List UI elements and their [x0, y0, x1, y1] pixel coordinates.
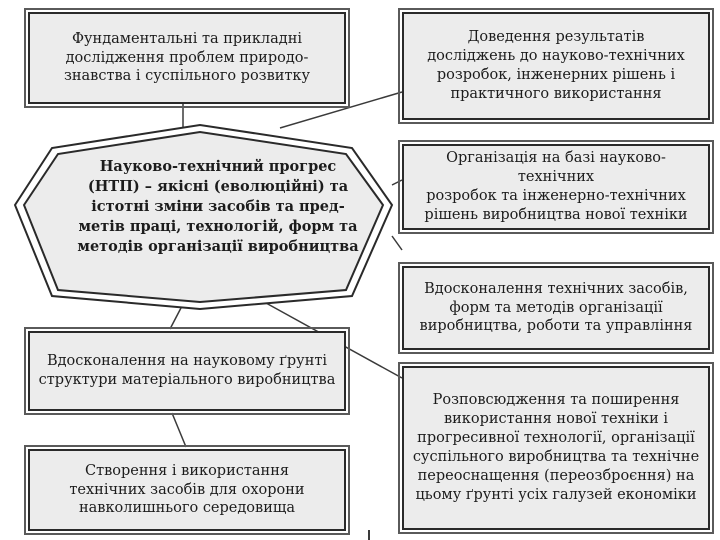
central-concept-text: Науково-технічний прогрес (НТП) – якісні (еволюційні) та істотні зміни засобів та пред- метів праці, технологій, форм та методів організації виробництва [77, 158, 359, 255]
connector-line [392, 180, 402, 185]
box-improve-technical-means-text: Вдосконалення технічних засобів, форм та методів організації виробництва, роботи та управління [419, 280, 693, 335]
box-improve-technical-means [402, 266, 710, 350]
box-spread-new-technology-text: Розповсюдження та поширення використання нової техніки і прогресивної технології, організації суспільного виробництва та технічне переоснащення (переозброєння) на цьому ґрунті усіх галузей економіки [412, 392, 700, 503]
box-environment-protection [28, 449, 346, 531]
box-fundamental-research-text: Фундаментальні та прикладні дослідження проблем природо- знавства і суспільного розвитку [63, 30, 311, 85]
box-improve-production-structure-text: Вдосконалення на науковому ґрунті структури матеріального виробництва [38, 353, 336, 388]
connector-line [170, 306, 182, 329]
box-new-technology-production-text: Організація на базі науково-технічних розробок та інженерно-технічних рішень виробництва нової техніки [424, 150, 688, 223]
box-research-to-practice-text: Доведення результатів досліджень до науково-технічних розробок, інженерних рішень і практичного використання [427, 29, 685, 102]
box-improve-production-structure [28, 331, 346, 411]
box-research-to-practice [402, 12, 710, 120]
box-fundamental-research [28, 12, 346, 104]
box-new-technology-production [402, 144, 710, 230]
cursor-mark [368, 530, 370, 540]
connector-line [172, 413, 186, 447]
connector-line [392, 236, 402, 250]
box-spread-new-technology [402, 366, 710, 530]
box-environment-protection-text: Створення і використання технічних засобів для охорони навколишнього середовища [69, 462, 305, 517]
central-concept [60, 140, 376, 274]
